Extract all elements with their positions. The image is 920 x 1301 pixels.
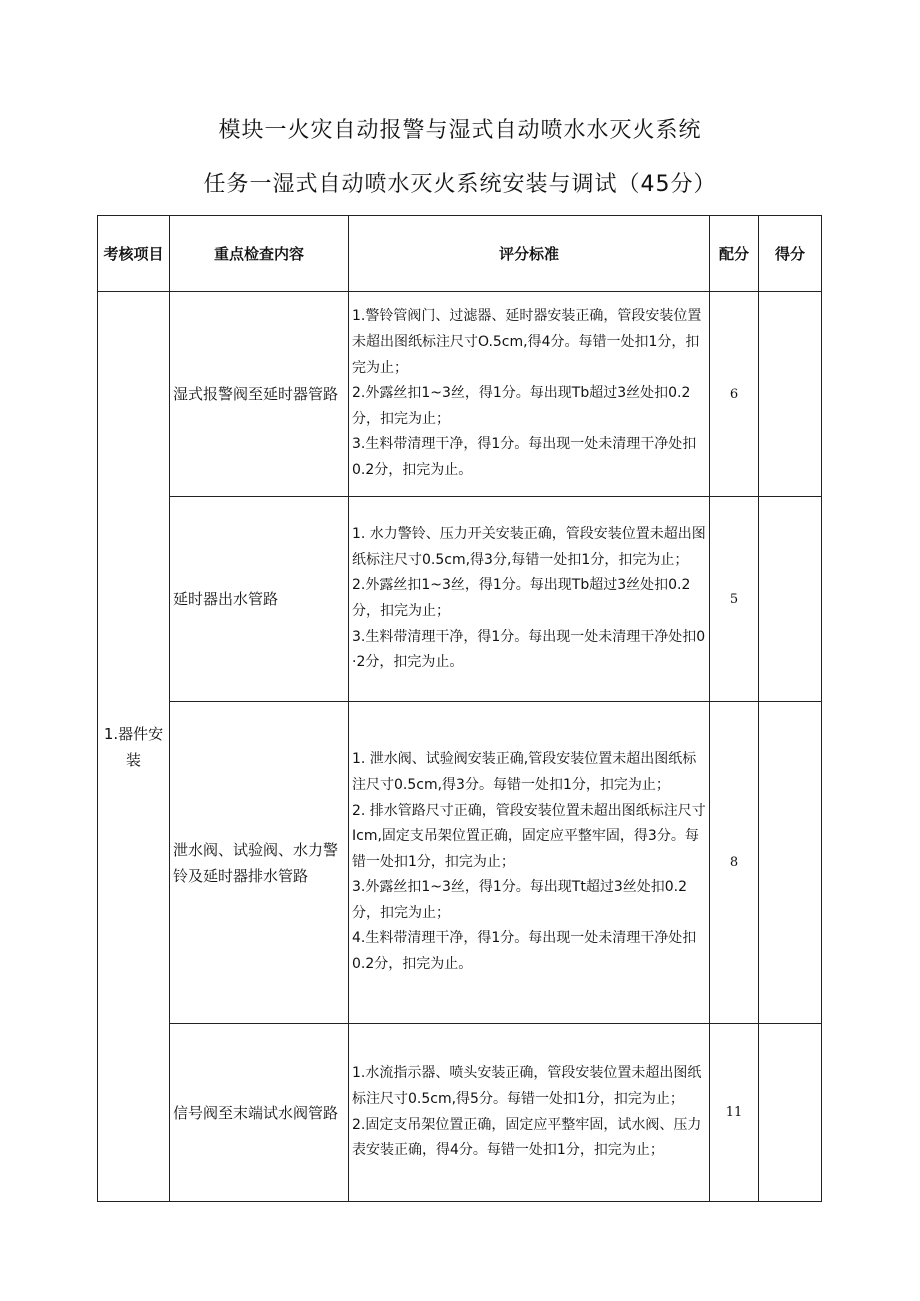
criteria-line: 1.警铃管阀门、过滤器、延时器安装正确，管段安装位置未超出图纸标注尺寸O.5cm,得4分。每错一处扣1分，扣完为止； <box>352 308 702 376</box>
points-cell: 6 <box>710 292 759 497</box>
points-cell: 11 <box>710 1024 759 1202</box>
document-subtitle: 任务一湿式自动喷水灭火系统安装与调试（45分） <box>203 172 717 197</box>
criteria-line: 2.外露丝扣1~3丝，得1分。每出现Tb超过3丝处扣0.2分，扣完为止； <box>352 577 691 619</box>
check-cell: 泄水阀、试验阀、水力警铃及延时器排水管路 <box>170 702 349 1024</box>
check-cell: 信号阀至末端试水阀管路 <box>170 1024 349 1202</box>
check-cell: 延时器出水管路 <box>170 497 349 702</box>
criteria-line: 1. 水力警铃、压力开关安装正确，管段安装位置未超出图纸标注尺寸0.5cm,得3分,每错一处扣1分，扣完为止； <box>352 526 706 568</box>
score-cell <box>759 702 822 1024</box>
header-item: 考核项目 <box>98 216 170 292</box>
score-cell <box>759 1024 822 1202</box>
criteria-line: 3.生料带清理干净，得1分。每出现一处未清理干净处扣0.2分，扣完为止。 <box>352 436 697 478</box>
criteria-cell <box>349 497 710 702</box>
criteria-cell <box>349 292 710 497</box>
table-row <box>98 292 822 497</box>
score-cell <box>759 292 822 497</box>
document-title: 模块一火灾自动报警与湿式自动喷水水灭火系统 <box>218 118 702 143</box>
criteria-line: 2.固定支吊架位置正确，固定应平整牢固，试水阀、压力表安装正确，得4分。每错一处扣1分，扣完为止； <box>352 1116 702 1159</box>
points-cell: 5 <box>710 497 759 702</box>
table-header-row <box>98 216 822 292</box>
criteria-cell <box>349 1024 710 1202</box>
criteria-line: 3.外露丝扣1~3丝，得1分。每出现Tt超过3丝处扣0.2分，扣完为止； <box>352 879 688 921</box>
table-row <box>98 702 822 1024</box>
score-cell <box>759 497 822 702</box>
criteria-cell <box>349 702 710 1024</box>
header-check: 重点检查内容 <box>170 216 349 292</box>
category-cell: 1.器件安装 <box>98 292 170 1202</box>
scoring-table <box>97 215 822 1202</box>
table-row <box>98 497 822 702</box>
header-score: 得分 <box>759 216 822 292</box>
table-row <box>98 1024 822 1202</box>
header-points: 配分 <box>710 216 759 292</box>
criteria-line: 4.生料带清理干净，得1分。每出现一处未清理干净处扣0.2分，扣完为止。 <box>352 930 697 973</box>
criteria-line: 2.外露丝扣1~3丝，得1分。每出现Tb超过3丝处扣0.2分，扣完为止； <box>352 385 691 427</box>
criteria-line: 2. 排水管路尺寸正确，管段安装位置未超出图纸标注尺寸Icm,固定支吊架位置正确，固定应平整牢固，得3分。每错一处扣1分，扣完为止； <box>352 802 706 870</box>
check-cell: 湿式报警阀至延时器管路 <box>170 292 349 497</box>
points-cell: 8 <box>710 702 759 1024</box>
criteria-line: 1.水流指示器、喷头安装正确，管段安装位置未超出图纸标注尺寸0.5cm,得5分。每错一处扣1分，扣完为止； <box>352 1065 702 1107</box>
criteria-line: 3.生料带清理干净，得1分。每出现一处未清理干净处扣0·2分，扣完为止。 <box>352 628 706 671</box>
criteria-line: 1. 泄水阀、试验阀安装正确,管段安装位置未超出图纸标注尺寸0.5cm,得3分。每错一处扣1分，扣完为止； <box>352 751 697 793</box>
header-criteria: 评分标准 <box>349 216 710 292</box>
